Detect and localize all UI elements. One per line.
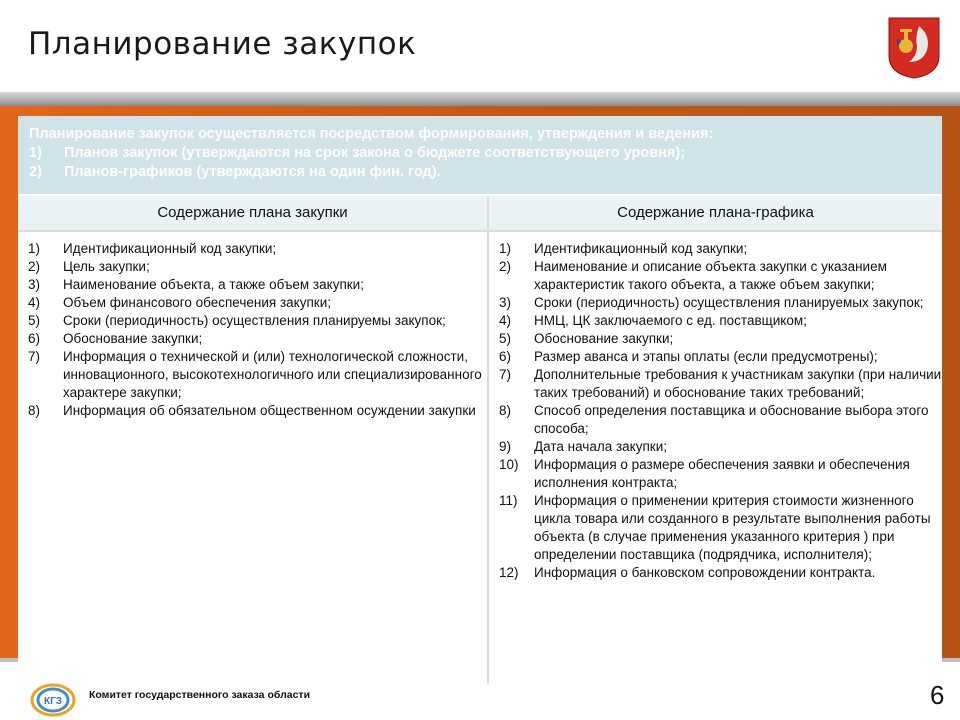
intro-box [18,116,942,194]
slide-title: Планирование закупок [28,26,417,62]
comparison-table [18,196,942,684]
list-item [499,564,942,582]
intro-item-number: 1) [29,145,42,161]
decorative-gray-band [0,92,960,106]
item-text: Идентификационный код закупки; [63,241,277,256]
item-text: Дата начала закупки; [534,439,668,454]
list-item [499,258,942,294]
item-text: Дополнительные требования к участникам закупки (при наличии таких требований) и обоснование таких требований; [534,367,942,400]
item-number: 8) [28,403,41,418]
item-number: 1) [28,241,41,256]
item-number: 3) [499,295,512,310]
intro-item-number: 2) [29,164,42,180]
item-number: 5) [28,313,41,328]
plan-column-header: Содержание плана закупки [18,196,487,232]
item-number: 2) [28,259,41,274]
item-number: 5) [499,331,512,346]
list-item [28,258,487,276]
list-item [499,438,942,456]
title-bar [0,0,960,92]
item-number: 6) [499,349,512,364]
item-text: Информация о технической и (или) технологической сложности, инновационного, высокотехнологичного или специализированного характере закупки; [63,349,482,400]
intro-item [29,163,932,182]
item-number: 2) [499,259,512,274]
list-item [499,312,942,330]
list-item [499,492,942,564]
item-number: 11) [499,493,518,508]
committee-logo-icon [30,683,76,717]
list-item [28,240,487,258]
item-text: Цель закупки; [63,259,150,274]
item-number: 9) [499,439,512,454]
list-item [499,402,942,438]
item-text: Наименование и описание объекта закупки с указанием характеристик такого объекта, а также объем закупки; [534,259,887,292]
item-text: Наименование объекта, а также объем закупки; [63,277,364,292]
list-item [28,312,487,330]
plan-list [18,232,487,420]
list-item [499,456,942,492]
item-text: Обоснование закупки; [534,331,674,346]
item-number: 7) [499,367,512,382]
item-text: Идентификационный код закупки; [534,241,748,256]
content-panel [18,116,942,684]
list-item [28,330,487,348]
plan-column [18,196,489,684]
footer-committee-name: Комитет государственного заказа области [89,689,311,701]
item-text: Способ определения поставщика и обоснование выбора этого способа; [534,403,929,436]
schedule-list [489,232,942,582]
list-item [499,294,942,312]
list-item [499,366,942,402]
item-number: 6) [28,331,41,346]
list-item [28,348,487,402]
page-number: 6 [930,680,945,710]
item-number: 4) [499,313,512,328]
item-text: Размер аванса и этапы оплаты (если предусмотрены); [534,349,878,364]
item-text: Сроки (периодичность) осуществления планируемы закупок; [63,313,446,328]
intro-item-text: Планов-графиков (утверждаются на один фин. год). [64,164,441,180]
item-text: Обоснование закупки; [63,331,203,346]
item-number: 10) [499,457,519,472]
item-number: 12) [499,565,519,580]
intro-lead: Планирование закупок осуществляется посредством формирования, утверждения и ведения: [29,126,714,142]
item-text: НМЦ, ЦК заключаемого с ед. поставщиком; [534,313,807,328]
intro-item-text: Планов закупок (утверждаются на срок закона о бюджете соответствующего уровня); [64,145,685,161]
list-item [499,240,942,258]
item-number: 8) [499,403,512,418]
list-item [28,294,487,312]
logo-text: КГЗ [43,696,63,707]
schedule-column-header: Содержание плана-графика [489,196,942,232]
list-item [499,330,942,348]
list-item [28,276,487,294]
item-text: Информация о размере обеспечения заявки и обеспечения исполнения контракта; [534,457,910,490]
item-text: Информация о банковском сопровождении контракта. [534,565,876,580]
item-number: 3) [28,277,41,292]
schedule-column [489,196,942,684]
item-number: 7) [28,349,41,364]
list-item [499,348,942,366]
coat-of-arms-icon [887,16,941,80]
item-text: Информация о применении критерия стоимости жизненного цикла товара или созданного в результате выполнения работы объекта (в случае применения указанного критерия ) при определении поставщика (подрядчика, исполнителя); [534,493,931,562]
item-text: Объем финансового обеспечения закупки; [63,295,331,310]
intro-item [29,144,932,163]
item-number: 1) [499,241,512,256]
item-text: Информация об обязательном общественном осуждении закупки [63,403,476,418]
item-number: 4) [28,295,41,310]
list-item [28,402,487,420]
item-text: Сроки (периодичность) осуществления планируемых закупок; [534,295,924,310]
